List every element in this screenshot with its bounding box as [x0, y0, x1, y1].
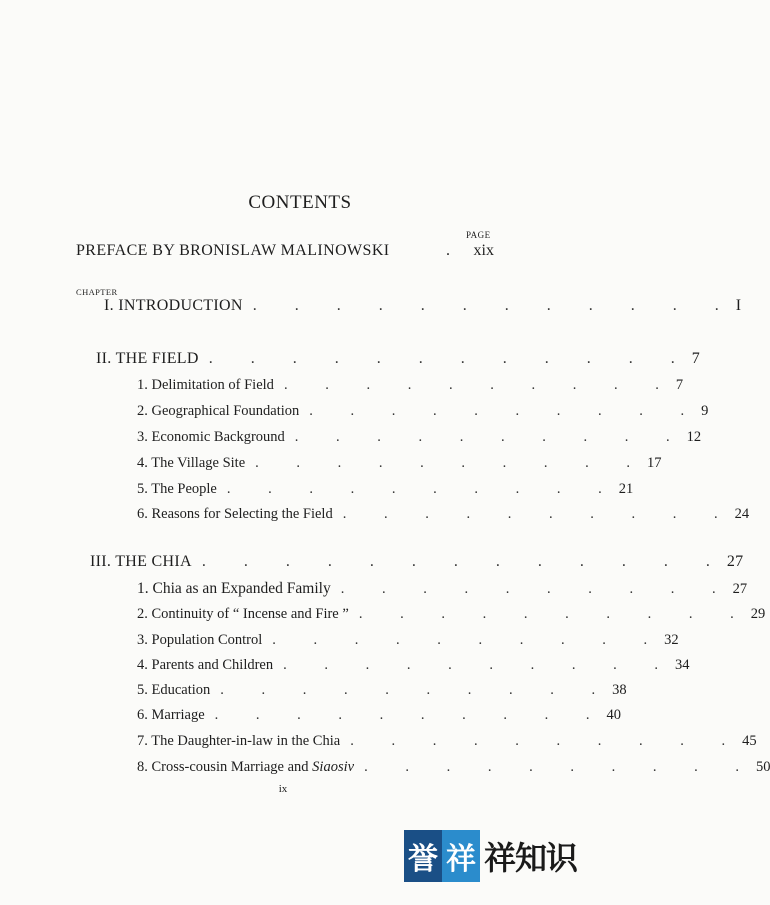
toc-section-row[interactable]: [137, 481, 634, 505]
toc-chapter-row[interactable]: [104, 297, 742, 321]
preface-entry-label: PREFACE BY BRONISLAW MALINOWSKI: [76, 242, 390, 259]
section-page-number: 38: [612, 682, 627, 698]
preface-leader-dot: .: [446, 242, 450, 259]
leader-dots: . . . . . . . . . . . .: [208, 350, 692, 367]
section-page-number: 34: [675, 657, 690, 673]
toc-section-row[interactable]: [137, 429, 702, 453]
chapter-page-number: 7: [691, 350, 701, 367]
toc-section-row[interactable]: [137, 580, 748, 604]
leader-dots: . . . . . . . . . .: [283, 377, 676, 393]
leader-dots: . . . . . . . . . .: [255, 455, 648, 471]
section-title: 1. Chia as an Expanded Family: [137, 580, 331, 597]
section-page-number: 12: [686, 429, 702, 445]
leader-dots: . . . . . . . . . .: [220, 682, 613, 698]
toc-section-row[interactable]: [137, 707, 622, 731]
leader-dots: . . . . . . . . . . . . .: [201, 553, 727, 570]
section-title: 3. Population Control: [137, 632, 263, 648]
chapter-title: II. THE FIELD: [96, 350, 199, 367]
section-title: 4. The Village Site: [137, 455, 246, 471]
leader-dots: . . . . . . . . . .: [283, 657, 675, 673]
leader-dots: . . . . . . . . . .: [294, 429, 687, 445]
section-title: 3. Economic Background: [137, 429, 285, 445]
section-page-number: 24: [734, 506, 750, 522]
section-title: 7. The Daughter-in-law in the Chia: [137, 733, 341, 749]
section-page-number: 27: [732, 581, 748, 597]
toc-section-row[interactable]: [137, 455, 662, 479]
section-page-number: 21: [618, 481, 634, 497]
section-page-number: 7: [675, 377, 684, 393]
page-column-label: PAGE: [466, 230, 491, 240]
chapter-title: I. INTRODUCTION: [104, 297, 243, 314]
section-title: 2. Continuity of “ Incense and Fire ”: [137, 606, 349, 622]
section-page-number: 50: [755, 759, 770, 775]
leader-dots: . . . . . . . . . .: [226, 481, 619, 497]
toc-section-row[interactable]: [137, 682, 627, 706]
section-page-number: 32: [664, 632, 679, 648]
section-title: 4. Parents and Children: [137, 657, 274, 673]
section-title: 1. Delimitation of Field: [137, 377, 274, 393]
chapter-column-label: CHAPTER: [76, 287, 118, 297]
section-page-number: 45: [742, 733, 757, 749]
chapter-title: III. THE CHIA: [90, 553, 192, 570]
toc-section-row[interactable]: [137, 403, 709, 427]
leader-dots: . . . . . . . . . .: [358, 606, 751, 622]
page-folio: ix: [278, 783, 288, 795]
watermark-mark-2: 祥: [442, 830, 480, 882]
watermark-text: 祥知识: [484, 839, 578, 877]
watermark-mark-1: 誉: [404, 830, 442, 882]
section-title: 8. Cross-cousin Marriage and Siaosiv: [137, 759, 355, 775]
leader-dots: . . . . . . . . . .: [342, 506, 735, 522]
preface-page-number: xix: [473, 242, 494, 259]
leader-dots: . . . . . . . . . .: [350, 733, 743, 749]
section-page-number: 17: [647, 455, 662, 471]
leader-dots: . . . . . . . . . .: [272, 632, 665, 648]
toc-section-row[interactable]: [137, 759, 770, 783]
toc-section-row[interactable]: [137, 632, 679, 656]
section-page-number: 40: [606, 707, 622, 723]
leader-dots: . . . . . . . . . .: [364, 759, 756, 775]
section-page-number: 29: [750, 606, 766, 622]
section-page-number: 9: [701, 403, 709, 419]
chapter-page-number: I: [735, 297, 742, 314]
contents-title: CONTENTS: [248, 192, 352, 213]
section-title: 5. Education: [137, 682, 211, 698]
toc-section-row[interactable]: [137, 606, 766, 630]
watermark-logo: [404, 827, 582, 885]
section-title: 6. Reasons for Selecting the Field: [137, 506, 333, 522]
leader-dots: . . . . . . . . . .: [340, 581, 733, 597]
toc-section-row[interactable]: [137, 657, 690, 681]
section-title: 2. Geographical Foundation: [137, 403, 300, 419]
section-title: 6. Marriage: [137, 707, 205, 723]
toc-chapter-row[interactable]: [96, 350, 701, 374]
chapter-page-number: 27: [726, 553, 744, 570]
leader-dots: . . . . . . . . . . . .: [252, 297, 736, 314]
toc-section-row[interactable]: [137, 506, 750, 530]
leader-dots: . . . . . . . . . .: [214, 707, 607, 723]
toc-section-row[interactable]: [137, 377, 684, 401]
section-title: 5. The People: [137, 481, 217, 497]
leader-dots: . . . . . . . . . .: [309, 403, 702, 419]
toc-section-row[interactable]: [137, 733, 757, 757]
toc-chapter-row[interactable]: [90, 553, 744, 577]
